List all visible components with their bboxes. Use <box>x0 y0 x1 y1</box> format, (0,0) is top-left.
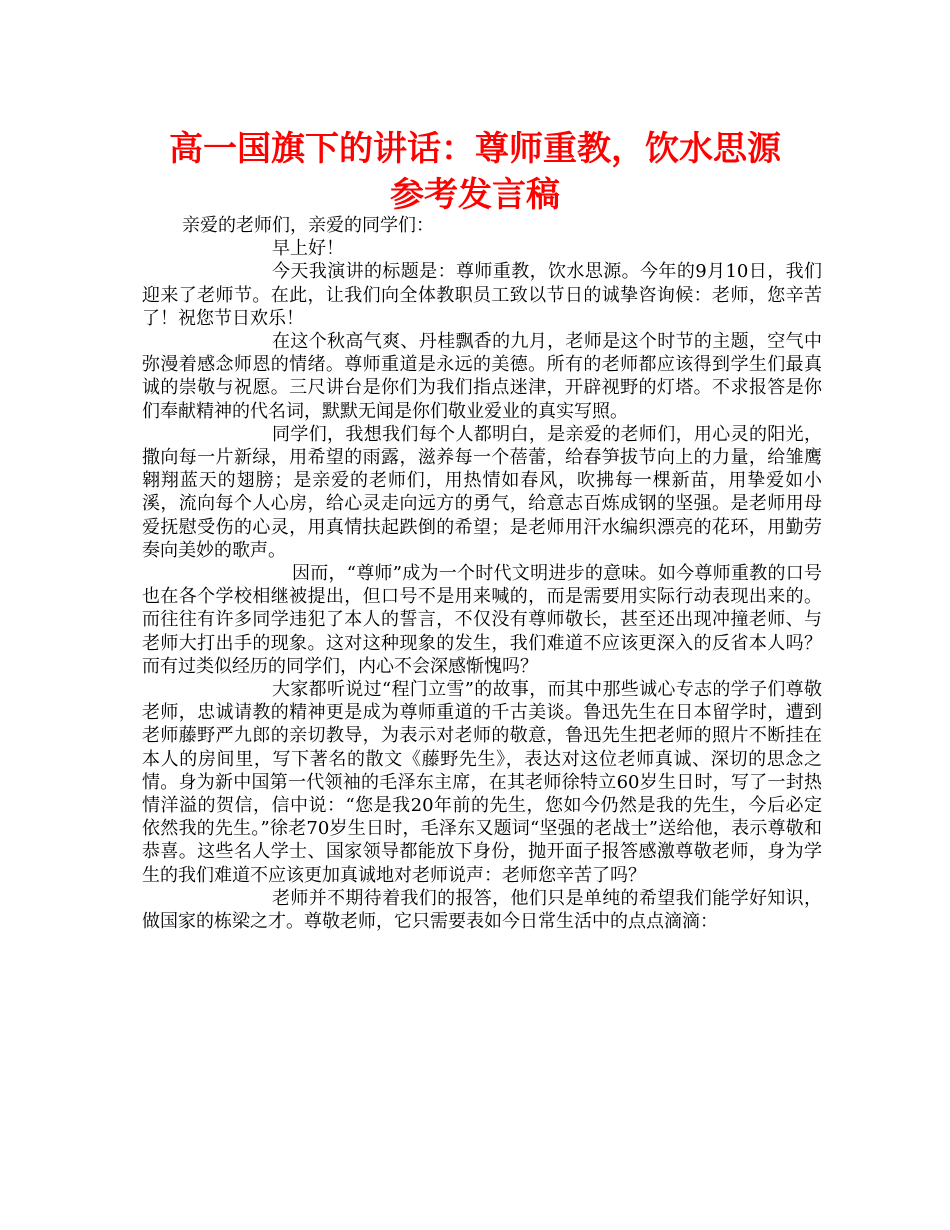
salutation: 亲爱的老师们，亲爱的同学们： <box>182 215 434 236</box>
paragraph-autumn: 在这个秋高气爽、丹桂飘香的九月，老师是这个时节的主题，空气中弥漫着感念师恩的情绪。尊师重道是永远的美德。所有的老师都应该得到学生们最真诚的崇敬与祝愿。三尺讲台是你们为我们指点迷津，开辟视野的灯塔。不求报答是你们奉献精神的代名词，默默无闻是你们敬业爱业的真实写照。 <box>142 331 822 422</box>
paragraph-conclusion: 老师并不期待着我们的报答，他们只是单纯的希望我们能学好知识，做国家的栋梁之才。尊敬老师，它只需要表如今日常生活中的点点滴滴： <box>142 887 822 933</box>
paragraph-intro: 今天我演讲的标题是：尊师重教，饮水思源。今年的9月10日，我们迎来了老师节。在此，让我们向全体教职员工致以节日的诚挚咨询候：老师，您辛苦了！祝您节日欢乐！ <box>142 261 822 329</box>
document-body <box>142 214 822 933</box>
greeting: 早上好！ <box>272 238 344 260</box>
document-title-line1: 高一国旗下的讲话：尊师重教，饮水思源 <box>169 129 781 169</box>
document-title-line2: 参考发言稿 <box>390 175 560 215</box>
paragraph-students: 同学们，我想我们每个人都明白，是亲爱的老师们，用心灵的阳光，撒向每一片新绿，用希望的雨露，滋养每一个蓓蕾，给春笋拔节向上的力量，给雏鹰翱翔蓝天的翅膀；是亲爱的老师们，用热情如春风，吹拂每一棵新苗，用挚爱如小溪，流向每个人心房，给心灵走向远方的勇气，给意志百炼成钢的坚强。是老师用母爱抚慰受伤的心灵，用真情扶起跌倒的希望；是老师用汗水编织漂亮的花环，用勤劳奏向美妙的歌声。 <box>142 423 822 561</box>
paragraph-respect: 因而，“尊师”成为一个时代文明进步的意味。如今尊师重教的口号也在各个学校相继被提出，但口号不是用来喊的，而是需要用实际行动表现出来的。而往往有许多同学违犯了本人的誓言，不仅没有尊师敬长，甚至还出现冲撞老师、与老师大打出手的现象。这对这种现象的发生，我们难道不应该更深入的反省本人吗？而有过类似经历的同学们，内心不会深感惭愧吗？ <box>142 563 822 677</box>
paragraph-stories: 大家都听说过“程门立雪”的故事，而其中那些诚心专志的学子们尊敬老师，忠诚请教的精神更是成为尊师重道的千古美谈。鲁迅先生在日本留学时，遭到老师藤野严九郎的亲切教导，为表示对老师的敬意，鲁迅先生把老师的照片不断挂在本人的房间里，写下著名的散文《藤野先生》，表达对这位老师真诚、深切的思念之情。身为新中国第一代领袖的毛泽东主席，在其老师徐特立60岁生日时，写了一封热情洋溢的贺信，信中说：“您是我20年前的先生，您如今仍然是我的先生，今后必定依然我的先生。”徐老70岁生日时，毛泽东又题词“坚强的老战士”送给他，表示尊敬和恭喜。这些名人学士、国家领导都能放下身份，抛开面子报答感激尊敬老师，身为学生的我们难道不应该更加真诚地对老师说声：老师您辛苦了吗？ <box>142 679 822 886</box>
